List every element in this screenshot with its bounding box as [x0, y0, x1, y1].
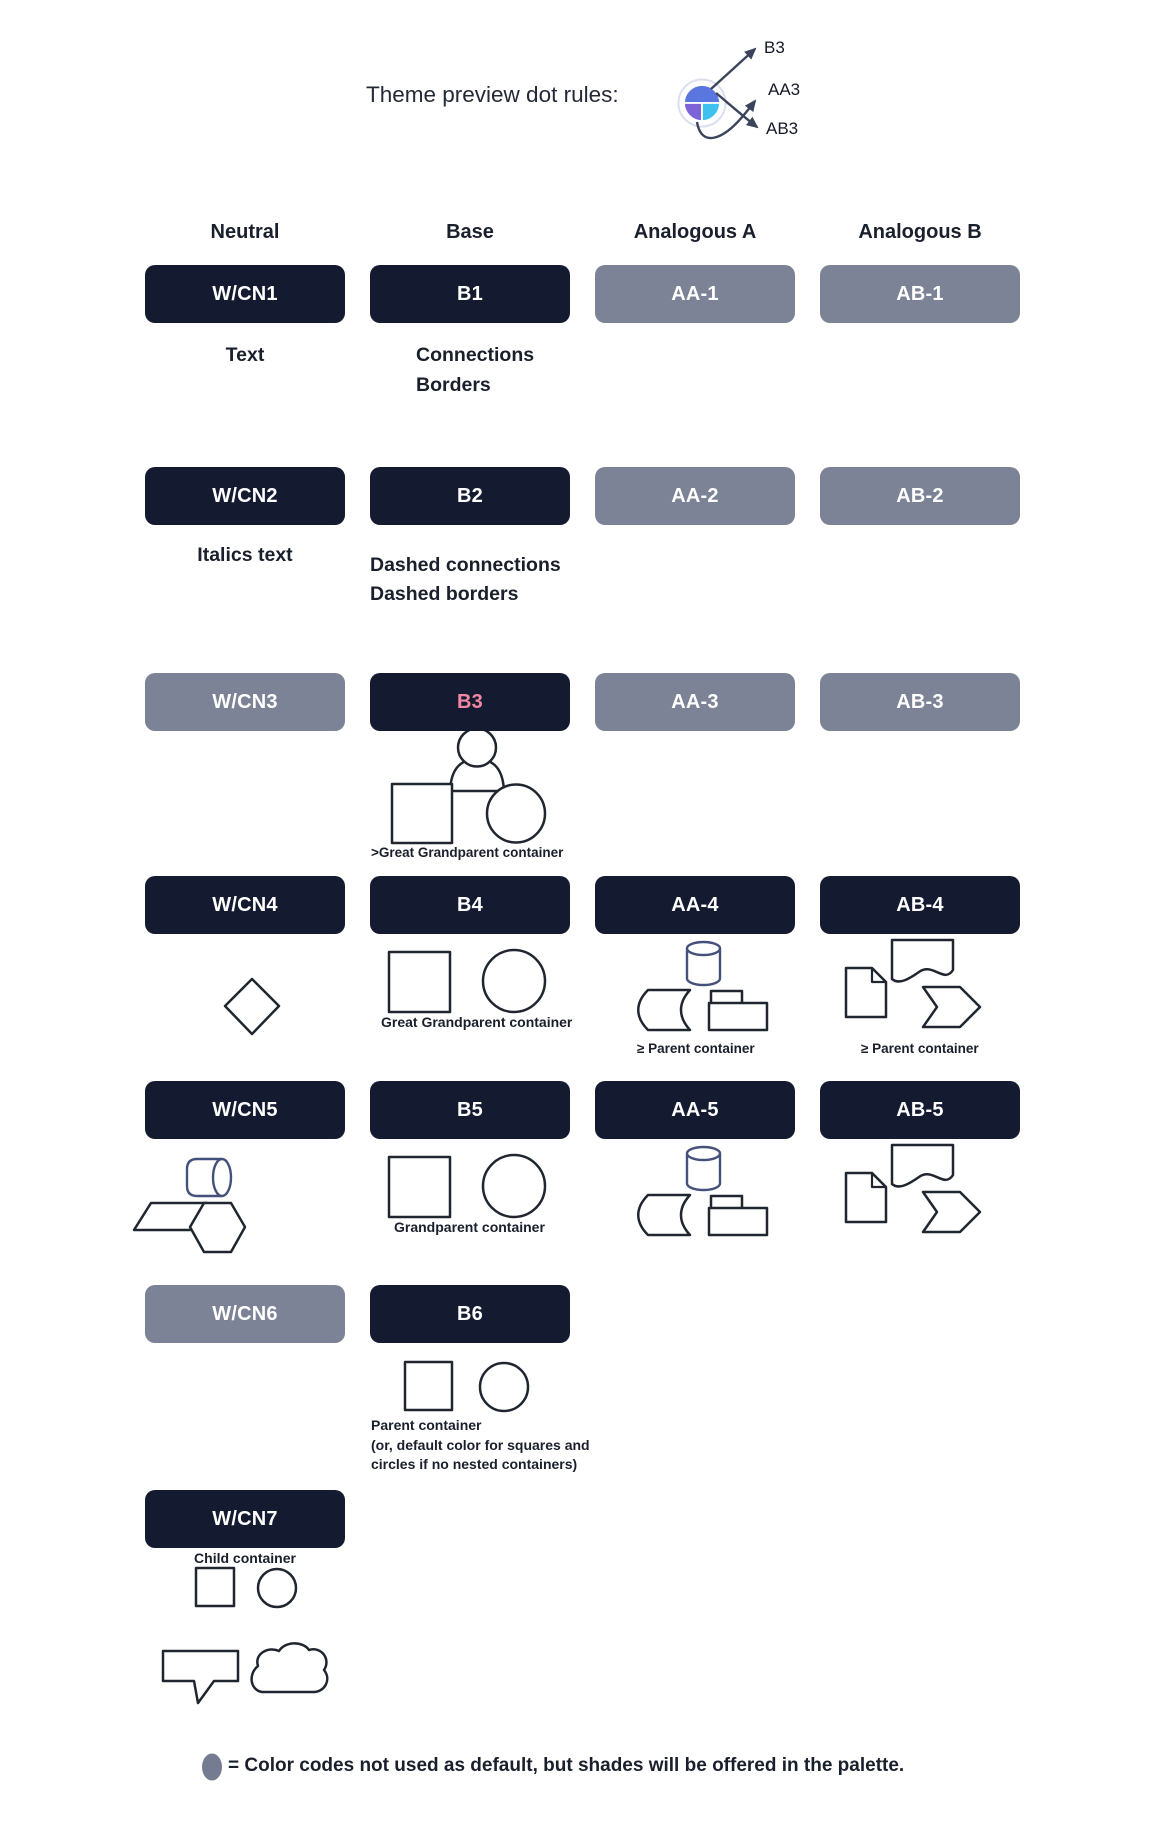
swatch-b3: B3: [370, 673, 570, 731]
caption-child-container: Child container: [194, 1550, 296, 1566]
swatch-ab4: AB-4: [820, 876, 1020, 934]
note-borders: Borders: [416, 374, 491, 396]
caption-parent: Parent container: [371, 1417, 482, 1433]
theme-preview-dot-icon: [679, 80, 726, 127]
swatch-wcn3: W/CN3: [145, 673, 345, 731]
swatch-aa3: AA-3: [595, 673, 795, 731]
wavy-document-icon: [892, 1145, 953, 1186]
caption-parent-sub2: circles if no nested containers): [371, 1456, 578, 1472]
dot-rule-label-b3: B3: [764, 38, 785, 57]
square-icon: [392, 784, 452, 843]
dot-rule-label-aa3: AA3: [768, 80, 801, 99]
aa4-shape-group: [638, 942, 767, 1030]
pie-wedge-cyan: [702, 103, 720, 121]
caption-parent-ab4: ≥ Parent container: [861, 1041, 979, 1056]
swatch-b2: B2: [370, 467, 570, 525]
swatch-ab5: AB-5: [820, 1081, 1020, 1139]
cylinder-top-icon: [687, 942, 720, 955]
wcn7-shape-group: [163, 1568, 327, 1703]
b5-shape-group: [389, 1155, 545, 1217]
stored-data-icon: [638, 1195, 690, 1235]
circle-icon: [487, 785, 545, 843]
caption-great-grandparent-gt: >Great Grandparent container: [371, 845, 564, 860]
note-dashed-borders: Dashed borders: [370, 583, 519, 605]
caption-great-grandparent: Great Grandparent container: [381, 1014, 573, 1030]
chevron-icon: [923, 1192, 980, 1232]
caption-parent-sub1: (or, default color for squares and: [371, 1437, 590, 1453]
swatch-aa4: AA-4: [595, 876, 795, 934]
cylinder-top-icon: [687, 1147, 720, 1160]
circle-icon: [483, 1155, 545, 1217]
legend-dot-icon: [202, 1754, 222, 1781]
dot-rule-label-ab3: AB3: [766, 119, 799, 138]
swatch-wcn4: W/CN4: [145, 876, 345, 934]
swatch-wcn2: W/CN2: [145, 467, 345, 525]
ab4-shape-group: [846, 940, 980, 1027]
swatch-b1: B1: [370, 265, 570, 323]
square-icon: [196, 1568, 234, 1606]
column-header-base: Base: [446, 221, 494, 243]
ab5-shape-group: [846, 1145, 980, 1232]
swatch-ab3: AB-3: [820, 673, 1020, 731]
chevron-icon: [923, 987, 980, 1027]
swatch-b6: B6: [370, 1285, 570, 1343]
pie-wedge-purple: [684, 103, 702, 121]
caption-parent-aa4: ≥ Parent container: [637, 1041, 755, 1056]
cloud-icon: [252, 1643, 328, 1692]
column-header-analogous-a: Analogous A: [633, 221, 757, 243]
swatch-ab2: AB-2: [820, 467, 1020, 525]
b4-shape-group: [389, 950, 545, 1012]
wavy-document-icon: [892, 940, 953, 981]
aa5-shape-group: [638, 1147, 767, 1235]
diamond-icon: [225, 979, 279, 1034]
swatch-wcn6: W/CN6: [145, 1285, 345, 1343]
swatch-aa5: AA-5: [595, 1081, 795, 1139]
square-icon: [405, 1362, 452, 1410]
swatch-b5: B5: [370, 1081, 570, 1139]
circle-icon: [480, 1363, 528, 1411]
swatch-wcn7: W/CN7: [145, 1490, 345, 1548]
wcn5-shape-group: [134, 1159, 245, 1252]
b3-shape-group: [392, 729, 545, 844]
square-icon: [389, 1157, 450, 1217]
note-italics-text: Italics text: [197, 544, 293, 566]
note-dashed-connections: Dashed connections: [370, 554, 561, 576]
arrow-to-b3: [711, 49, 755, 89]
swatch-aa2: AA-2: [595, 467, 795, 525]
card-body-icon: [709, 1208, 767, 1235]
circle-icon: [258, 1569, 296, 1607]
swatch-ab1: AB-1: [820, 265, 1020, 323]
column-header-neutral: Neutral: [210, 221, 280, 243]
swatch-wcn5: W/CN5: [145, 1081, 345, 1139]
swatch-aa1: AA-1: [595, 265, 795, 323]
document-icon: [846, 968, 886, 1017]
note-connections: Connections: [416, 344, 535, 366]
card-body-icon: [709, 1003, 767, 1030]
column-header-analogous-b: Analogous B: [858, 221, 982, 243]
stored-data-icon: [638, 990, 690, 1030]
b6-shape-group: [405, 1362, 528, 1411]
pie-wedge-blue: [684, 85, 720, 103]
note-text: Text: [225, 344, 265, 366]
square-icon: [389, 952, 450, 1012]
caption-grandparent: Grandparent container: [394, 1219, 545, 1235]
document-icon: [846, 1173, 886, 1222]
footer-note: = Color codes not used as default, but shades will be offered in the palette.: [228, 1755, 905, 1776]
swatch-wcn1: W/CN1: [145, 265, 345, 323]
page-title: Theme preview dot rules:: [366, 82, 619, 107]
circle-icon: [483, 950, 545, 1012]
speech-bubble-icon: [163, 1651, 238, 1703]
swatch-b4: B4: [370, 876, 570, 934]
horizontal-cylinder-face-icon: [213, 1159, 231, 1196]
person-head-icon: [458, 729, 496, 767]
